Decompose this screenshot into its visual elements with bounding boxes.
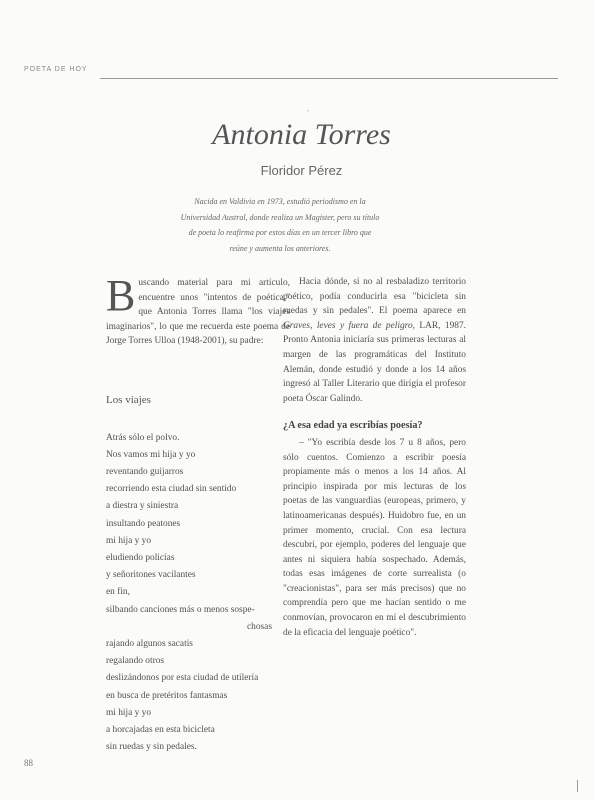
- article-intro: Nacida en Valdivia en 1973, estudió periodismo en la Universidad Austral, donde realiza un Magister, pero su título de poeta lo reafirma por estos días en un tercer libro que reúne y aumenta los anteriores.: [180, 197, 380, 253]
- poem-line: silbando canciones más o menos sospe-: [106, 604, 255, 615]
- poem-line: mi hija y yo: [106, 535, 152, 546]
- article-author: Floridor Pérez: [260, 163, 343, 178]
- poem-line: a horcajadas en esta bicicleta: [106, 725, 215, 736]
- poem-line: en fin,: [106, 587, 130, 598]
- interview-question: ¿A esa edad ya escribías poesía?: [283, 420, 423, 432]
- right-column: [283, 275, 466, 640]
- poem-line: recorriendo esta ciudad sin sentido: [106, 484, 237, 495]
- poem-title: Los viajes: [106, 393, 151, 406]
- interview-answer: – "Yo escribía desde los 7 u 8 años, pero sólo cuentos. Comienzo a escribir poesía propiamente más o menos a los 14 años. Al principio inspirada por mis lecturas de los poetas de las vanguardias (europeas, primero, y latinoamericanas después). Huidobro fue, en un primer momento, crucial. Con esa lectura descubrí, por ejemplo, poderes del lenguaje que antes ni siquiera había sospechado. Además, todas esas imágenes de corte surrealista (o "creacionistas", para ser más precisos) que no comprendía pero que me hacían sentido o me conmovían, provocaron en mí el descubrimiento de la eficacia del lenguaje poético".: [283, 437, 466, 638]
- poem-line: mi hija y yo: [106, 707, 152, 718]
- poem-line: chosas: [247, 621, 272, 632]
- section-label: POETA DE HOY: [24, 66, 88, 73]
- poem-line: rajando algunos sacatis: [106, 639, 193, 649]
- poem-line: y señoritones vacilantes: [106, 570, 196, 581]
- decorative-mark: ˆ: [307, 109, 310, 118]
- paragraph-text: , LAR, 1987. Pronto Antonia iniciaría sus primeras lecturas al margen de las programáticas del Instituto Alemán, donde estudió y donde a los 14 años ingresó al Taller Literario que dirigía el profesor poeta Óscar Galindo.: [283, 320, 466, 404]
- poem-line: sin ruedas y sin pedales.: [106, 742, 197, 753]
- page-edge-mark: [577, 780, 578, 792]
- poem-line: eludiendo policías: [106, 552, 175, 563]
- poem: [106, 430, 290, 757]
- paragraph-text: Hacia dónde, si no al resbaladizo territorio poético, podía conducirla esa "bicicleta sin ruedas y sin pedales". El poema aparece en: [283, 277, 466, 317]
- poem-line: deslizándonos por esta ciudad de utilería: [106, 673, 259, 684]
- poem-line: Nos vamos mi hija y yo: [106, 449, 196, 460]
- book-title: Graves, leves y fuera de peligro: [283, 320, 413, 331]
- lead-text: uscando material para mi artículo, encuentre unos "intentos de poética," que Antonia Torres llama "los viajes imaginarios", lo que me recuerda este poema de Jorge Torres Ulloa (1948-2001), su padre:: [106, 278, 290, 347]
- poem-line: a diestra y siniestra: [106, 501, 179, 512]
- header-rule: [100, 78, 558, 79]
- lead-paragraph: [106, 271, 290, 349]
- page-number: 88: [24, 758, 33, 768]
- article-title: Antonia Torres: [212, 118, 391, 151]
- poem-line: regalando otros: [106, 656, 165, 667]
- poem-line: insultando peatones: [106, 518, 181, 529]
- poem-line: Atrás sólo el polvo.: [106, 432, 180, 443]
- body-paragraph: [283, 275, 466, 406]
- drop-cap: B: [106, 271, 136, 320]
- poem-line: en busca de pretéritos fantasmas: [106, 690, 228, 701]
- left-column: [106, 271, 290, 756]
- poem-line: reventando guijarros: [106, 466, 184, 477]
